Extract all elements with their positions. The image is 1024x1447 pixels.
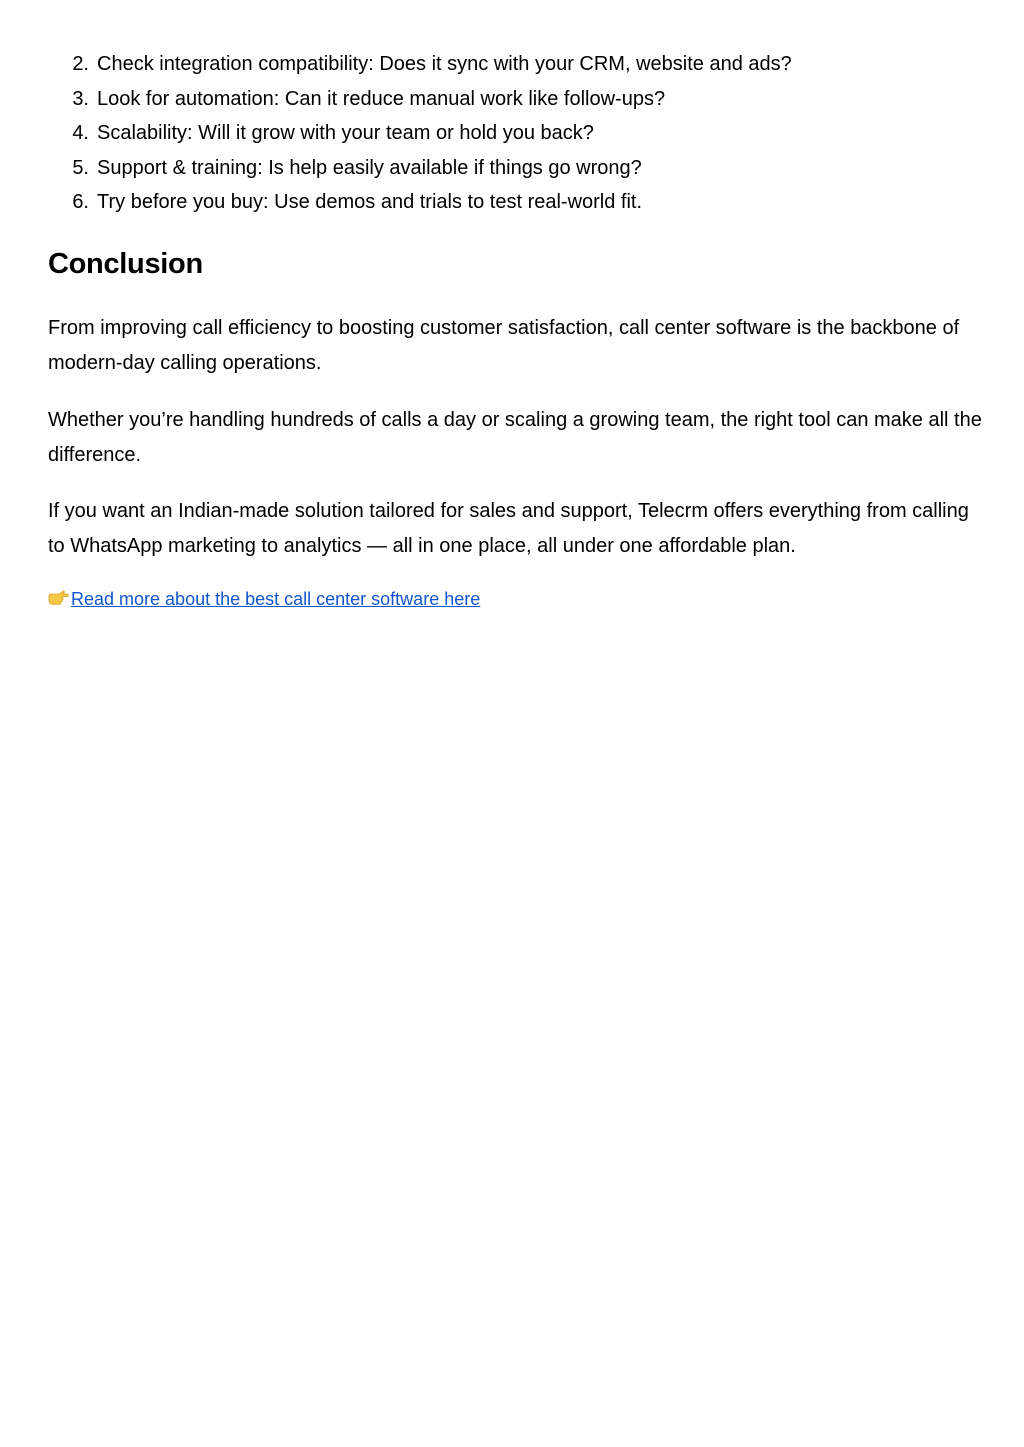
- list-item: [48, 116, 978, 151]
- list-item-text: Try before you buy: Use demos and trials to test real-world fit.: [97, 191, 643, 213]
- conclusion-paragraph: If you want an Indian-made solution tailored for sales and support, Telecrm offers everything from calling to WhatsApp marketing to analytics — all in one place, all under one affordable plan.: [48, 500, 969, 557]
- selection-checklist: [48, 47, 978, 220]
- list-item-number: 2.: [72, 53, 89, 75]
- list-item-number: 4.: [72, 122, 89, 144]
- list-item: [48, 185, 978, 220]
- list-item-number: 5.: [72, 156, 89, 179]
- list-item-number: 6.: [72, 191, 89, 213]
- list-item: [48, 47, 978, 82]
- list-item: [48, 82, 978, 117]
- list-item-text: Scalability: Will it grow with your team or hold you back?: [97, 122, 594, 144]
- read-more-link[interactable]: Read more about the best call center software here: [71, 589, 481, 609]
- conclusion-heading: Conclusion: [48, 248, 203, 280]
- list-item-text: Support & training: Is help easily available if things go wrong?: [97, 156, 642, 179]
- list-item-number: 3.: [72, 87, 89, 110]
- conclusion-paragraph: Whether you’re handling hundreds of calls a day or scaling a growing team, the right tool can make all the difference.: [48, 409, 982, 466]
- conclusion-paragraph: From improving call efficiency to boosting customer satisfaction, call center software is the backbone of modern-day calling operations.: [48, 317, 960, 374]
- pointing-hand-icon: [47, 589, 69, 609]
- list-item: [48, 151, 978, 186]
- list-item-text: Look for automation: Can it reduce manual work like follow-ups?: [97, 87, 666, 110]
- list-item-text: Check integration compatibility: Does it sync with your CRM, website and ads?: [97, 53, 792, 75]
- read-more-row: [47, 586, 480, 612]
